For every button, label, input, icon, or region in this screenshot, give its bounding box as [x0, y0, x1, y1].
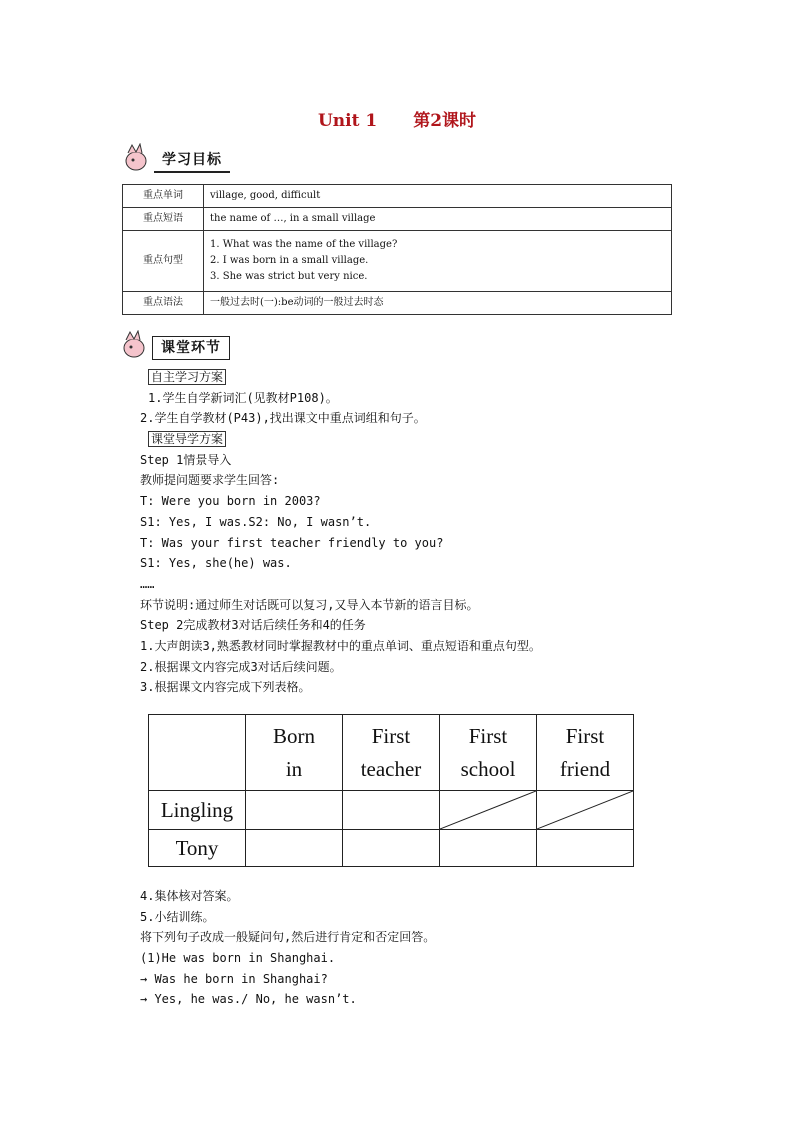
grid-answer-cell[interactable] — [440, 830, 537, 867]
text-line: 5.小结训练。 — [140, 909, 215, 924]
goals-row — [123, 185, 672, 208]
text-line: S1: Yes, she(he) was. — [140, 556, 292, 571]
goals-key: 重点语法 — [123, 292, 204, 315]
text-line: → Yes, he was./ No, he wasn’t. — [140, 992, 357, 1007]
grid-header-text: First — [468, 723, 508, 748]
goals-row — [123, 231, 672, 292]
text-line: 教师提问题要求学生回答: — [140, 473, 280, 488]
goals-value — [204, 185, 672, 208]
grid-header-text: teacher — [360, 756, 422, 781]
grid-row-label: Tony — [149, 830, 246, 867]
goals-value-line: 2. I was born in a small village. — [210, 255, 369, 266]
goals-value-line: 3. She was strict but very nice. — [210, 271, 368, 282]
text-line: T: Was your first teacher friendly to you? — [140, 535, 444, 550]
text-line: → Was he born in Shanghai? — [140, 971, 328, 986]
goals-value-line: village, good, difficult — [210, 190, 321, 201]
grid-header-text: school — [460, 756, 516, 781]
goals-value-line: the name of …, in a small village — [210, 213, 376, 224]
text-line: 2.根据课文内容完成3对话后续问题。 — [140, 659, 342, 674]
grid-header-text: First — [371, 723, 411, 748]
goals-value-line: 一般过去时(一):be动词的一般过去时态 — [210, 297, 384, 308]
grid-header — [440, 715, 537, 791]
grid-crossed-cell — [537, 791, 634, 830]
grid-header-text: First — [565, 723, 605, 748]
grid-corner-cell — [149, 715, 246, 791]
goals-banner — [120, 143, 245, 173]
unit-label: Unit 1 — [317, 111, 378, 131]
text-line: 1.学生自学新词汇(见教材P108)。 — [148, 390, 338, 405]
text-line: …… — [140, 576, 155, 591]
page-title — [0, 106, 794, 131]
text-line: (1)He was born in Shanghai. — [140, 951, 336, 966]
goals-value — [204, 208, 672, 231]
grid-answer-cell[interactable] — [343, 791, 440, 830]
goals-key: 重点短语 — [123, 208, 204, 231]
lesson-label: 第2课时 — [413, 111, 477, 131]
self-study-box: 自主学习方案 — [148, 369, 226, 385]
grid-header-text: in — [285, 756, 303, 781]
grid-answer-cell[interactable] — [537, 830, 634, 867]
grid-crossed-cell — [440, 791, 537, 830]
goals-row — [123, 292, 672, 315]
class-banner-label: 课堂环节 — [152, 336, 230, 360]
class-banner — [118, 330, 243, 360]
grid-header — [537, 715, 634, 791]
text-line: S1: Yes, I was.S2: No, I wasn’t. — [140, 514, 372, 529]
text-line: 环节说明:通过师生对话既可以复习,又导入本节新的语言目标。 — [140, 597, 479, 612]
text-line: Step 1情景导入 — [140, 452, 232, 467]
text-line: T: Were you born in 2003? — [140, 494, 321, 509]
text-line: 将下列句子改成一般疑问句,然后进行肯定和否定回答。 — [140, 930, 436, 945]
goals-value — [204, 292, 672, 315]
grid-answer-cell[interactable] — [246, 830, 343, 867]
lesson-steps — [140, 367, 660, 698]
text-line: 3.根据课文内容完成下列表格。 — [140, 680, 311, 695]
grid-header-text: Born — [273, 723, 315, 748]
guided-study-box: 课堂导学方案 — [148, 431, 226, 447]
goals-key: 重点单词 — [123, 185, 204, 208]
grid-header-text: friend — [559, 756, 611, 781]
goals-row — [123, 208, 672, 231]
grid-header — [343, 715, 440, 791]
text-line: 4.集体核对答案。 — [140, 889, 239, 903]
grid-answer-cell[interactable] — [343, 830, 440, 867]
diagonal-line — [537, 791, 633, 829]
grid-header — [246, 715, 343, 791]
grid-answer-cell[interactable] — [246, 791, 343, 830]
text-line: 1.大声朗读3,熟悉教材同时掌握教材中的重点单词、重点短语和重点句型。 — [140, 638, 541, 653]
goals-table — [122, 184, 672, 315]
goals-value-line: 1. What was the name of the village? — [210, 239, 398, 250]
grid-row-label: Lingling — [149, 791, 246, 830]
summary-section — [140, 886, 660, 1010]
answer-grid — [148, 714, 634, 867]
text-line: Step 2完成教材3对话后续任务和4的任务 — [140, 618, 366, 633]
goals-value — [204, 231, 672, 292]
diagonal-line — [440, 791, 536, 829]
text-line: 2.学生自学教材(P43),找出课文中重点词组和句子。 — [140, 411, 426, 426]
goals-banner-label: 学习目标 — [154, 149, 230, 173]
goals-key: 重点句型 — [123, 231, 204, 292]
